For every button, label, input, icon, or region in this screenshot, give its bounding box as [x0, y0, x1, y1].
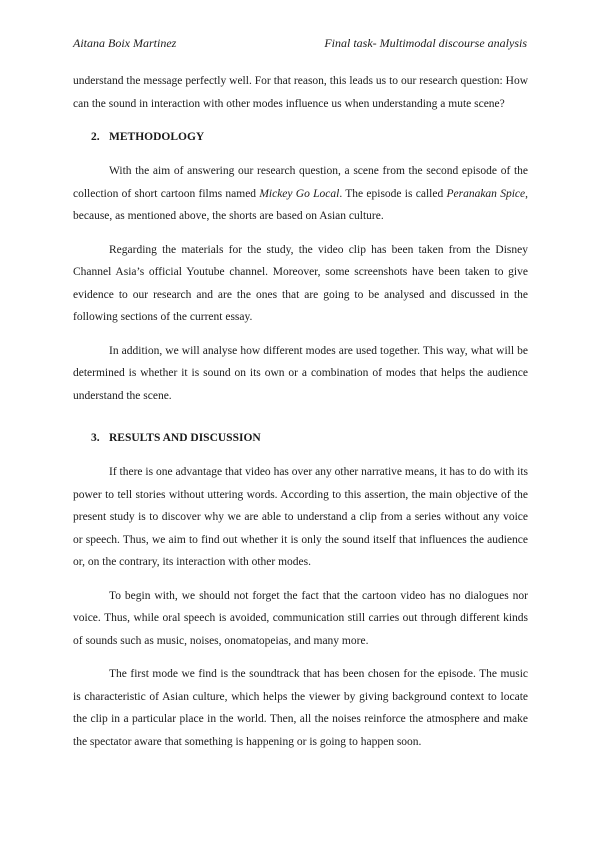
- section-title: METHODOLOGY: [109, 131, 205, 143]
- section-number: 3.: [91, 432, 100, 444]
- text-run: With the aim of answering our research question, a scene from the second episode of the collection of short cartoon films named: [73, 165, 528, 200]
- section-number: 2.: [91, 131, 100, 143]
- results-paragraph-2: To begin with, we should not forget the fact that the cartoon video has no dialogues nor voice. Thus, while oral speech is avoided, communication still carries out through different kinds of sounds such as music, noises, onomatopeias, and many more.: [73, 589, 528, 647]
- results-paragraph-1: If there is one advantage that video has over any other narrative means, it has to do with its power to tell stories without uttering words. According to this assertion, the main objective of the present study is to discover why we are able to understand a clip from a series without any voice or speech. Thus, we aim to find out whether it is only the sound itself that influences the audience or, on the contrary, its interaction with other modes.: [73, 466, 528, 568]
- header-author: Aitana Boix Martinez: [73, 36, 177, 50]
- methodology-paragraph-2: Regarding the materials for the study, the video clip has been taken from the Disney Channel Asia’s official Youtube channel. Moreover, some screenshots have been taken to give evidence to our research and are the ones that are going to be analysed and discussed in the following sections of the current essay.: [73, 243, 528, 323]
- header-title: Final task- Multimodal discourse analysis: [324, 36, 527, 50]
- methodology-paragraph-3: In addition, we will analyse how different modes are used together. This way, what will be determined is whether it is sound on its own or a combination of modes that helps the audience understand the scene.: [73, 344, 528, 402]
- intro-paragraph: understand the message perfectly well. For that reason, this leads us to our research question: How can the sound in interaction with other modes influence us when understanding a mute scene?: [73, 75, 528, 110]
- section-title: RESULTS AND DISCUSSION: [109, 432, 261, 444]
- text-run: . The episode is called: [339, 187, 447, 200]
- episode-title: Peranakan Spice: [446, 187, 526, 200]
- section-heading-results: [91, 427, 528, 449]
- page-header: [73, 36, 527, 52]
- results-paragraph-3: The first mode we find is the soundtrack that has been chosen for the episode. The music is characteristic of Asian culture, which helps the viewer by giving background context to locate the clip in a particular place in the world. Then, all the noises reinforce the atmosphere and make the spectator aware that something is happening or is going to happen soon.: [73, 668, 528, 748]
- document-body: [73, 70, 528, 764]
- methodology-paragraph-1: [73, 160, 528, 228]
- text-run: , because, as mentioned above, the shorts are based on Asian culture.: [73, 187, 528, 222]
- section-heading-methodology: [91, 126, 528, 148]
- series-title: Mickey Go Local: [259, 187, 340, 200]
